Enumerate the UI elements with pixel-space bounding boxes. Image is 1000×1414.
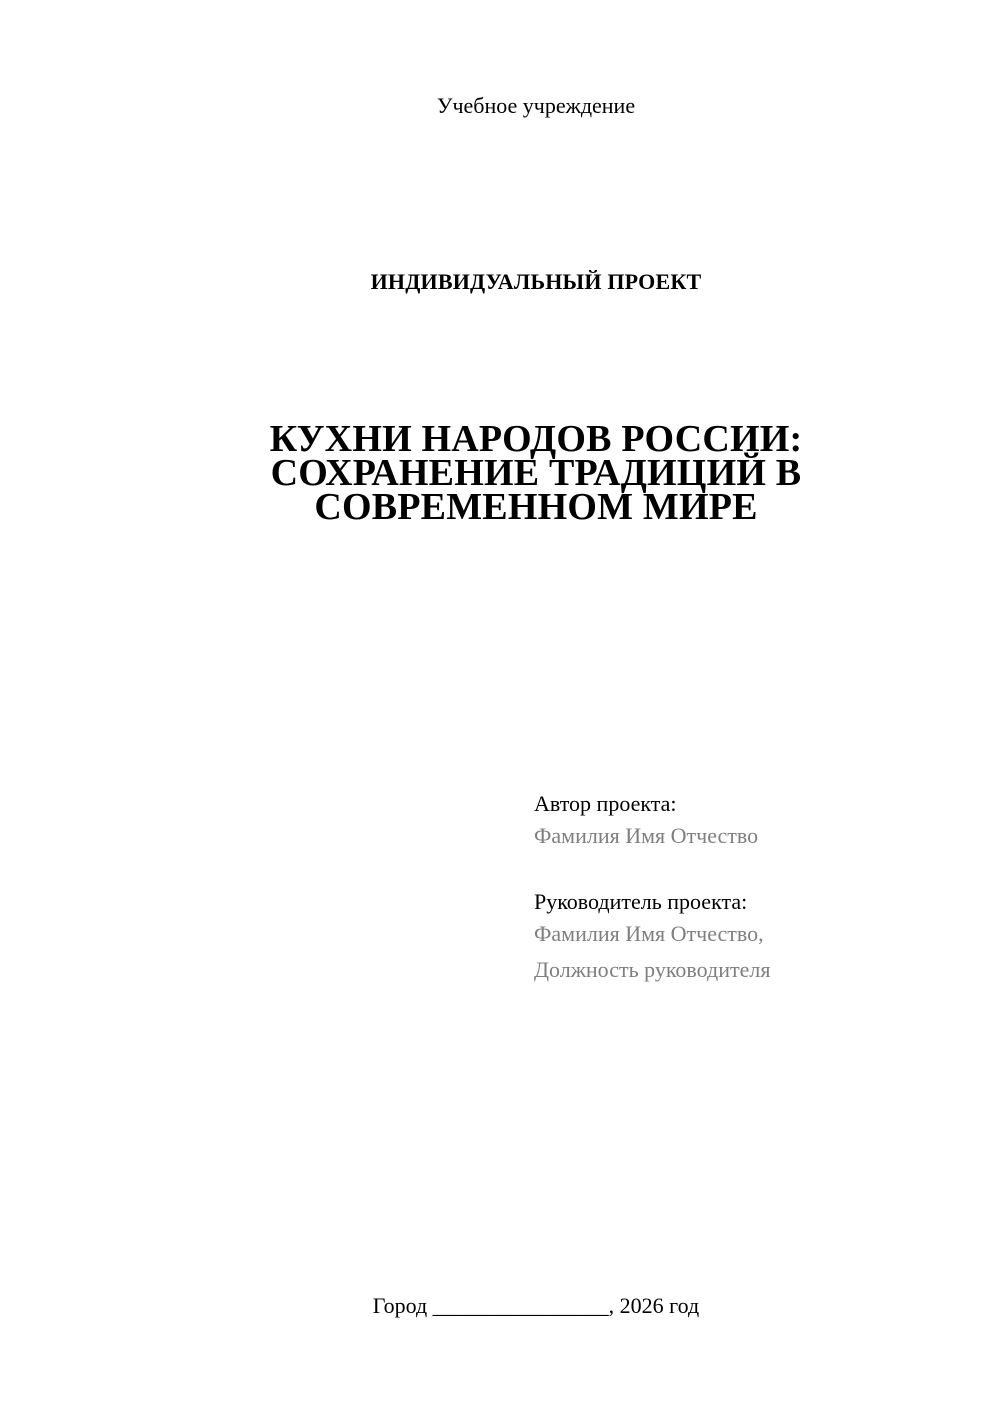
project-title-line-2: СОХРАНЕНИЕ ТРАДИЦИЙ В xyxy=(270,452,802,494)
project-info-block xyxy=(534,790,974,988)
project-title-line-1: КУХНИ НАРОДОВ РОССИИ: xyxy=(269,418,803,460)
author-label: Автор проекта: xyxy=(534,791,677,816)
project-title-line-3: СОВРЕМЕННОМ МИРЕ xyxy=(314,486,758,528)
city-year-footer: Город ________________, 2026 год xyxy=(372,1293,700,1318)
supervisor-label: Руководитель проекта: xyxy=(534,889,748,914)
project-type-heading: ИНДИВИДУАЛЬНЫЙ ПРОЕКТ xyxy=(370,269,702,294)
supervisor-position: Должность руководителя xyxy=(534,957,771,982)
author-name: Фамилия Имя Отчество xyxy=(534,823,759,848)
institution-name: Учебное учреждение xyxy=(436,93,636,118)
project-title xyxy=(200,418,872,528)
supervisor-name: Фамилия Имя Отчество, xyxy=(534,921,764,946)
